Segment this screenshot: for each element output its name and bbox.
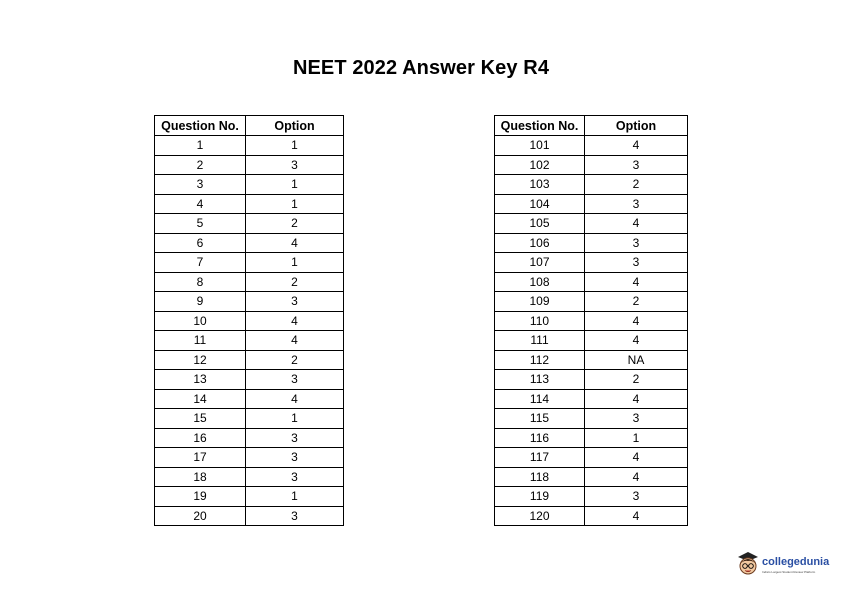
table-header-row <box>155 116 344 136</box>
question-number-cell: 16 <box>155 428 246 448</box>
question-number-cell: 4 <box>155 194 246 214</box>
question-number-cell: 115 <box>495 409 585 429</box>
question-number-cell: 114 <box>495 389 585 409</box>
option-cell: 1 <box>246 194 344 214</box>
table-row <box>155 409 344 429</box>
question-number-cell: 118 <box>495 467 585 487</box>
table-row <box>155 506 344 526</box>
question-number-cell: 9 <box>155 292 246 312</box>
question-number-cell: 104 <box>495 194 585 214</box>
option-cell: 4 <box>585 506 688 526</box>
answer-key-table-right <box>494 115 688 526</box>
question-number-cell: 17 <box>155 448 246 468</box>
table-row <box>495 467 688 487</box>
table-row <box>495 331 688 351</box>
column-header-option: Option <box>246 116 344 136</box>
question-number-cell: 112 <box>495 350 585 370</box>
option-cell: 4 <box>585 311 688 331</box>
table-row <box>155 428 344 448</box>
option-cell: 4 <box>246 233 344 253</box>
question-number-cell: 102 <box>495 155 585 175</box>
question-number-cell: 103 <box>495 175 585 195</box>
question-number-cell: 8 <box>155 272 246 292</box>
question-number-cell: 101 <box>495 136 585 156</box>
option-cell: 4 <box>585 448 688 468</box>
table-row <box>495 370 688 390</box>
option-cell: 3 <box>585 194 688 214</box>
question-number-cell: 12 <box>155 350 246 370</box>
option-cell: 4 <box>585 214 688 234</box>
table-row <box>495 292 688 312</box>
option-cell: 3 <box>585 155 688 175</box>
column-header-question: Question No. <box>155 116 246 136</box>
table-row <box>495 253 688 273</box>
column-header-option: Option <box>585 116 688 136</box>
option-cell: 1 <box>585 428 688 448</box>
question-number-cell: 1 <box>155 136 246 156</box>
option-cell: 4 <box>246 331 344 351</box>
option-cell: 3 <box>246 448 344 468</box>
question-number-cell: 14 <box>155 389 246 409</box>
table-row <box>495 136 688 156</box>
table-row <box>495 428 688 448</box>
question-number-cell: 6 <box>155 233 246 253</box>
option-cell: 4 <box>585 331 688 351</box>
question-number-cell: 120 <box>495 506 585 526</box>
table-row <box>495 448 688 468</box>
question-number-cell: 11 <box>155 331 246 351</box>
question-number-cell: 113 <box>495 370 585 390</box>
column-header-question: Question No. <box>495 116 585 136</box>
table-row <box>155 467 344 487</box>
table-row <box>495 233 688 253</box>
table-row <box>495 272 688 292</box>
table-row <box>155 350 344 370</box>
question-number-cell: 117 <box>495 448 585 468</box>
table-row <box>495 214 688 234</box>
table-row <box>155 155 344 175</box>
question-number-cell: 116 <box>495 428 585 448</box>
page-title: NEET 2022 Answer Key R4 <box>292 57 550 79</box>
question-number-cell: 20 <box>155 506 246 526</box>
option-cell: 4 <box>585 136 688 156</box>
option-cell: 2 <box>585 175 688 195</box>
question-number-cell: 109 <box>495 292 585 312</box>
option-cell: 3 <box>585 253 688 273</box>
collegedunia-logo <box>736 550 836 580</box>
table-row <box>495 389 688 409</box>
table-row <box>495 311 688 331</box>
table-row <box>155 253 344 273</box>
option-cell: 4 <box>585 272 688 292</box>
table-row <box>155 136 344 156</box>
table-row <box>155 311 344 331</box>
question-number-cell: 105 <box>495 214 585 234</box>
option-cell: 3 <box>585 409 688 429</box>
option-cell: 1 <box>246 136 344 156</box>
answer-key-table-left <box>154 115 344 526</box>
logo-wordmark: collegedunia <box>762 556 830 568</box>
option-cell: 4 <box>585 389 688 409</box>
logo-tagline: India's Largest Student Review Platform <box>762 570 816 574</box>
table-row <box>495 175 688 195</box>
option-cell: 3 <box>246 506 344 526</box>
question-number-cell: 106 <box>495 233 585 253</box>
option-cell: 4 <box>585 467 688 487</box>
table-row <box>155 370 344 390</box>
question-number-cell: 19 <box>155 487 246 507</box>
option-cell: 2 <box>246 350 344 370</box>
option-cell: 2 <box>585 292 688 312</box>
question-number-cell: 18 <box>155 467 246 487</box>
question-number-cell: 107 <box>495 253 585 273</box>
option-cell: 3 <box>585 233 688 253</box>
table-row <box>155 214 344 234</box>
table-row <box>155 272 344 292</box>
table-row <box>155 448 344 468</box>
table-row <box>155 487 344 507</box>
option-cell: NA <box>585 350 688 370</box>
question-number-cell: 3 <box>155 175 246 195</box>
table-row <box>495 409 688 429</box>
option-cell: 2 <box>246 272 344 292</box>
table-row <box>155 331 344 351</box>
option-cell: 2 <box>246 214 344 234</box>
mascot-icon <box>736 551 760 579</box>
option-cell: 1 <box>246 175 344 195</box>
question-number-cell: 15 <box>155 409 246 429</box>
table-row <box>495 487 688 507</box>
option-cell: 1 <box>246 253 344 273</box>
table-row <box>495 155 688 175</box>
table-row <box>495 350 688 370</box>
option-cell: 3 <box>246 155 344 175</box>
option-cell: 3 <box>246 292 344 312</box>
question-number-cell: 119 <box>495 487 585 507</box>
option-cell: 3 <box>246 370 344 390</box>
question-number-cell: 10 <box>155 311 246 331</box>
table-header-row <box>495 116 688 136</box>
option-cell: 3 <box>585 487 688 507</box>
question-number-cell: 110 <box>495 311 585 331</box>
table-row <box>495 506 688 526</box>
option-cell: 2 <box>585 370 688 390</box>
table-row <box>155 194 344 214</box>
question-number-cell: 5 <box>155 214 246 234</box>
table-row <box>155 292 344 312</box>
option-cell: 1 <box>246 487 344 507</box>
question-number-cell: 7 <box>155 253 246 273</box>
question-number-cell: 2 <box>155 155 246 175</box>
option-cell: 3 <box>246 467 344 487</box>
question-number-cell: 13 <box>155 370 246 390</box>
table-row <box>155 175 344 195</box>
option-cell: 1 <box>246 409 344 429</box>
option-cell: 4 <box>246 389 344 409</box>
option-cell: 4 <box>246 311 344 331</box>
table-row <box>495 194 688 214</box>
table-row <box>155 389 344 409</box>
question-number-cell: 108 <box>495 272 585 292</box>
question-number-cell: 111 <box>495 331 585 351</box>
option-cell: 3 <box>246 428 344 448</box>
table-row <box>155 233 344 253</box>
